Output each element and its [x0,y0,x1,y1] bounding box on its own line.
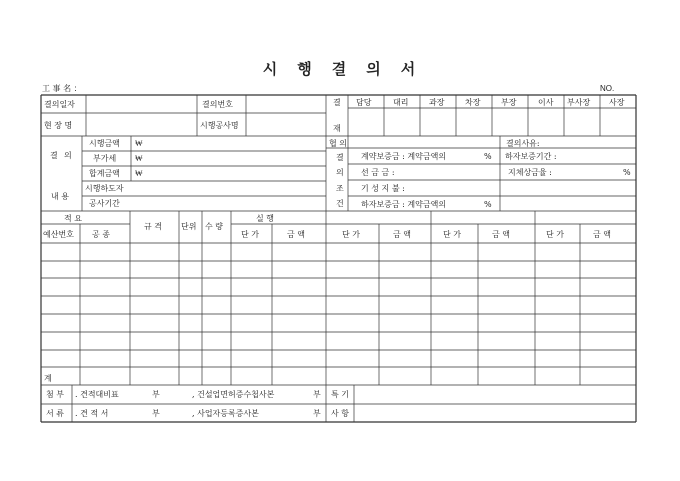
copies-label: 부 [313,390,321,399]
project-name-label: 工 事 名 ： [42,84,82,93]
attachments-label: 서 류 [46,409,64,418]
progress-payment-label: 기 성 지 불 : [361,184,405,193]
approval-label-bottom: 재 [333,124,341,133]
consult-label: 협 의 [329,139,347,148]
approval-position: 부사장 [567,98,591,107]
work-type-header: 공 종 [92,230,110,239]
total-amount-label: 합계금액 [89,169,120,178]
approval-date-label: 결의일자 [44,100,75,109]
unit-price-header: 단 가 [546,230,564,239]
unit-price-header: 단 가 [241,230,259,239]
approval-label-top: 결 [333,98,341,107]
condition-label-char: 의 [336,168,344,177]
defect-guarantee-label: 하자보증금 : 계약금액의 [361,200,447,209]
special-notes-label: 사 항 [331,409,349,418]
approval-position: 이사 [538,98,554,107]
total-row-label: 계 [44,374,52,383]
amount-header: 금 액 [593,230,611,239]
attached-doc: , 건설업면허증수첩사본 [192,390,275,399]
quantity-header: 수 량 [205,222,223,231]
summary-header: 적 요 [64,214,82,223]
execution-amount-label: 시행금액 [89,139,120,148]
approval-number-label: 결의번호 [202,100,233,109]
approval-position: 대리 [393,98,409,107]
execution-header: 실 행 [256,214,274,223]
penalty-rate-label: 지체상금율 : [508,168,552,177]
condition-label-char: 건 [336,199,344,208]
attachments-label: 첨 부 [46,390,64,399]
title-char: 결 [331,60,349,78]
copies-label: 부 [152,409,160,418]
unit-price-header: 단 가 [342,230,360,239]
won-sign: ₩ [135,139,143,148]
amount-header: 금 액 [393,230,411,239]
condition-label-char: 조 [336,184,344,193]
attached-doc: . 견적대비표 [75,390,119,399]
copies-label: 부 [313,409,321,418]
condition-label-char: 결 [336,153,344,162]
advance-payment-label: 선 금 금 : [361,168,395,177]
amount-header: 금 액 [287,230,305,239]
resolution-label: 결 [50,151,58,160]
form-number-label: NO. [600,84,615,93]
special-notes-label: 특 기 [331,390,349,399]
resolution-label: 의 [64,151,72,160]
won-sign: ₩ [135,154,143,163]
won-sign: ₩ [135,169,143,178]
copies-label: 부 [152,390,160,399]
subcontractor-label: 시행하도자 [85,184,124,193]
unit-header: 단위 [181,222,197,231]
title-char: 행 [297,60,314,78]
site-name-label: 현 장 명 [44,121,73,130]
amount-header: 금 액 [492,230,510,239]
approval-position: 차장 [465,98,481,107]
spec-header: 규 격 [144,222,162,231]
approval-position: 사장 [609,98,625,107]
work-name-label: 시행공사명 [200,121,239,130]
budget-number-header: 예산번호 [43,230,74,239]
approval-position: 과장 [429,98,445,107]
title-char: 시 [262,60,280,78]
attached-doc: . 견 적 서 [75,409,109,418]
construction-period-label: 공사기간 [89,199,120,208]
contract-guarantee-label: 계약보증금 : 계약금액의 [361,152,447,161]
vat-label: 부가세 [93,154,117,163]
reason-label: 결의사유: [506,139,540,148]
percent-sign: % [484,200,492,209]
title-char: 의 [366,60,383,78]
percent-sign: % [623,168,631,177]
approval-position: 담당 [356,98,372,107]
content-label: 내 용 [51,192,69,201]
percent-sign: % [484,152,492,161]
title-char: 서 [400,60,418,78]
attached-doc: , 사업자등록증사본 [192,409,259,418]
warranty-period-label: 하자보증기간 : [505,152,557,161]
approval-position: 부장 [501,98,517,107]
unit-price-header: 단 가 [443,230,461,239]
